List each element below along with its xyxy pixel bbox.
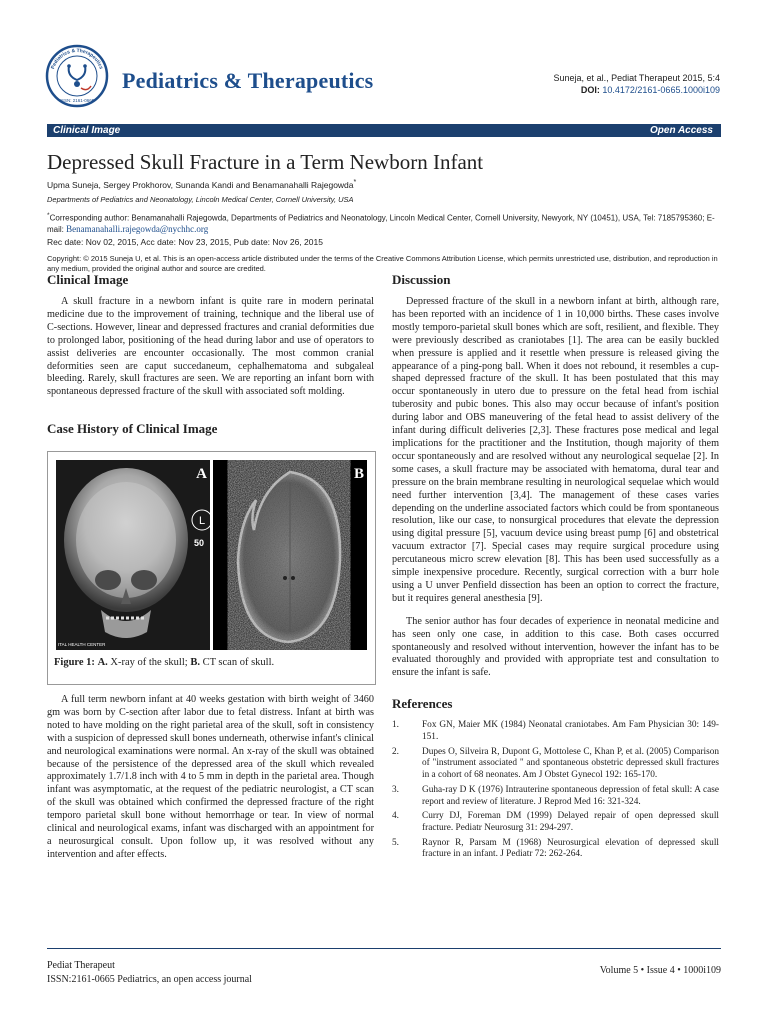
reference-text: Fox GN, Maier MK (1984) Neonatal craniotabes. Am Fam Physician 30: 149-151. (422, 720, 719, 742)
reference-item (392, 720, 719, 743)
logo-issn: ISSN: 2161-0665 (59, 98, 95, 103)
reference-list (392, 720, 719, 861)
caption-b-label: B. (190, 657, 200, 668)
reference-number: 2. (392, 746, 399, 757)
footer-journal-info (47, 959, 252, 987)
author-asterisk: * (353, 178, 357, 186)
caption-a-label: A. (97, 657, 108, 668)
reference-text: Guha-ray D K (1976) Intrauterine spontaneous depression of fetal skull: A case report and review of literature. J Reprod Med 16: 321-324. (422, 784, 719, 807)
left-column (47, 272, 374, 445)
reference-number: 3. (392, 784, 399, 795)
article-title: Depressed Skull Fracture in a Term Newborn Infant (47, 150, 484, 174)
reference-number: 5. (392, 837, 399, 848)
case-history-paragraph: A full term newborn infant at 40 weeks gestation with birth weight of 3460 gm was born by C-section after labor due to fetal distress. Infant at birth was noted to have molding on the right parietal area of the skull, soft in consistency with a suspicion of depressed skull bones underneath, otherwise infant's clinical and neurological examinations were normal. An x-ray of the skull was obtained because of the persistence of the depressed area of the skull which revealed approximately 1.7/1.8 inch with 4 to 5 mm in depth in the parietal area. Though infant was asymptomatic, at the request of the pediatric neurologist, a CT scan of the skull was obtained which confirmed the depressed fracture of the right temporo parietal skull bone without hemorrhage or tear. In view of normal clinical and neurological exams, infant was discharged with an appointment for a neurosurgical consult. Upon follow up, it was resolved without any intervention and after effects. (47, 694, 374, 860)
corresponding-asterisk: * (47, 212, 50, 219)
figure-caption (54, 657, 274, 668)
author-names: Upma Suneja, Sergey Prokhorov, Sunanda Kandi and Benamanahalli Rajegowda (47, 179, 354, 190)
reference-item (392, 785, 719, 808)
reference-item (392, 747, 719, 782)
reference-text: Curry DJ, Foreman DM (1999) Delayed repair of open depressed skull fracture. Pediatr Neurosurg 31: 294-297. (422, 811, 719, 833)
article-type-banner (47, 124, 721, 137)
reference-item (392, 838, 719, 861)
copyright-notice: Copyright: © 2015 Suneja U, et al. This is an open-access article distributed under the terms of the Creative Commons Attribution License, which permits unrestricted use, distribution, and reproduction in any medium, provided the original author and source are credited. (47, 254, 718, 273)
article-type-label: Clinical Image (53, 125, 121, 136)
caption-a-text: X-ray of the skull; (107, 657, 191, 668)
doi-label: DOI: (580, 85, 600, 95)
authors-line (47, 178, 356, 190)
xray-footer-text: ITAL HEALTH CENTER (58, 642, 106, 647)
footer-issn: ISSN:2161-0665 Pediatrics, an open access journal (47, 974, 252, 985)
logo-ring-text: Pediatrics & Therapeutics (50, 47, 104, 71)
open-access-label: Open Access (650, 125, 713, 136)
footer-volume-issue: Volume 5 • Issue 4 • 1000i109 (599, 965, 721, 976)
xray-side-marker: L (199, 515, 206, 527)
corresponding-text: Corresponding author: Benamanahalli Rajegowda, Departments of Pediatrics and Neonatology, Lincoln Medical Center, Cornell University, Newyork, NY (10451), USA, Tel: 7185795360; E-mail: (47, 213, 715, 234)
reference-number: 4. (392, 811, 399, 822)
right-column (392, 272, 719, 864)
discussion-paragraph-1: Depressed fracture of the skull in a newborn infant at birth, although rare, has been reported with an incidence of 1 in 10,000 births. These cases involve mostly temporo-parietal skull bones which are soft, resilient, and flexible. They were previously described as craniotabes [1]. The area can be easily buckled when pressure is applied and it resettle when pressure is released giving the appearance of a ping-pong ball. When it does not rebound, it resembles a cup-shaped depressed fracture of the skull. It has been postulated that this may occur spontaneously in utero due to pressure on the fetal head from ischial tuberosity and pubic bones. This also may occur because of infant's position during labor and OBS maneuvering of the fetal head to assist delivery of the infant during difficult deliveries [2,3]. These fractures pose medical and legal implications for the practitioner and the Institution, though majority of them occur spontaneously and are resolved without any neurological sequelae [2]. In some cases, a skull fracture may be associated with hematoma, dural tear and pressure on the brain membrane resulting in neurological sequelae which would need further intervention [3,4]. The management of these cases varies depending on the underline associated factors which could be from spontaneous resolution, like our case, to nonsurgical procedures that elevate the depression using digital pressure [5], vacuum device using breast pump [6] and obstetrical vacuum extractor [7]. Special cases may require surgical procedure using percutaneous micro screw elevation [8]. This has been used successfully as a simple inexpensive procedure. Recently, surgical correction with a burr hole using a U unver Penfield dissection has been an option to correct the fracture, but it requires general anesthesia [9]. (392, 296, 719, 604)
figure-caption-label: Figure 1: (54, 657, 95, 668)
citation-block (554, 72, 720, 96)
panel-label-b: B (353, 466, 364, 482)
footer-journal-abbrev: Pediat Therapeut (47, 960, 115, 971)
reference-number: 1. (392, 720, 399, 731)
doi-link[interactable]: 10.4172/2161-0665.1000i109 (602, 85, 720, 95)
reference-text: Raynor R, Parsam M (1968) Neurosurgical elevation of depressed skull fracture in an infant. J Pediatr 72: 262-264. (422, 837, 719, 860)
ct-scan-image (213, 460, 367, 650)
panel-label-a: A (196, 466, 207, 482)
clinical-image-paragraph: A skull fracture in a newborn infant is quite rare in modern perinatal medicine due to the improvement of training, technique and the liberal use of C-sections. However, linear and depressed fractures and cranial deformities due to prolonged labor, positioning of the head during labor and use of operators to assist deliveries are encounter occasionally. The most common cranial deformities seen are caput succedaneum, cephalhematoma and subgaleal bleeding. Rarely, skull fractures are seen. We are reporting an infant born with spontaneous depressed fracture of the skull with associated soft molding. (47, 296, 374, 398)
skull-xray-image (56, 460, 210, 650)
section-heading-discussion: Discussion (392, 272, 451, 287)
article-dates: Rec date: Nov 02, 2015, Acc date: Nov 23, 2015, Pub date: Nov 26, 2015 (47, 237, 323, 247)
figure-1 (47, 451, 376, 685)
affiliation: Departments of Pediatrics and Neonatology, Lincoln Medical Center, Cornell University, USA (47, 195, 354, 204)
section-heading-case-history: Case History of Clinical Image (47, 421, 218, 437)
journal-name: Pediatrics & Therapeutics (122, 68, 374, 93)
discussion-paragraph-2: The senior author has four decades of experience in neonatal medicine and has seen only one case, in addition to this case. Both cases occurred spontaneously and resolved without intervention, however the infant has to be evaluated thoroughly and provided with appropriate test and consultation to ensure the infant is safe. (392, 615, 719, 679)
section-heading-references: References (392, 696, 453, 712)
journal-logo (45, 44, 109, 108)
citation-text: Suneja, et al., Pediat Therapeut 2015, 5:4 (553, 73, 720, 83)
corresponding-author (47, 210, 723, 235)
left-column-lower (47, 694, 374, 862)
footer-divider (47, 948, 721, 949)
reference-text: Dupes O, Silveira R, Dupont G, Mottolese C, Khan P, et al. (2005) Comparison of "instrument associated " and spontaneous obstetric depressed skull fractures in a cohort of 68 neonates. Am J Obstet Gynecol 192: 165-170. (422, 746, 719, 781)
figure-images (56, 460, 367, 650)
reference-item (392, 811, 719, 834)
caption-b-text: CT scan of skull. (199, 657, 275, 668)
email-link[interactable]: Benamanahalli.rajegowda@nychhc.org (66, 223, 209, 234)
xray-number: 50 (194, 538, 205, 548)
section-heading-clinical-image: Clinical Image (47, 272, 129, 287)
